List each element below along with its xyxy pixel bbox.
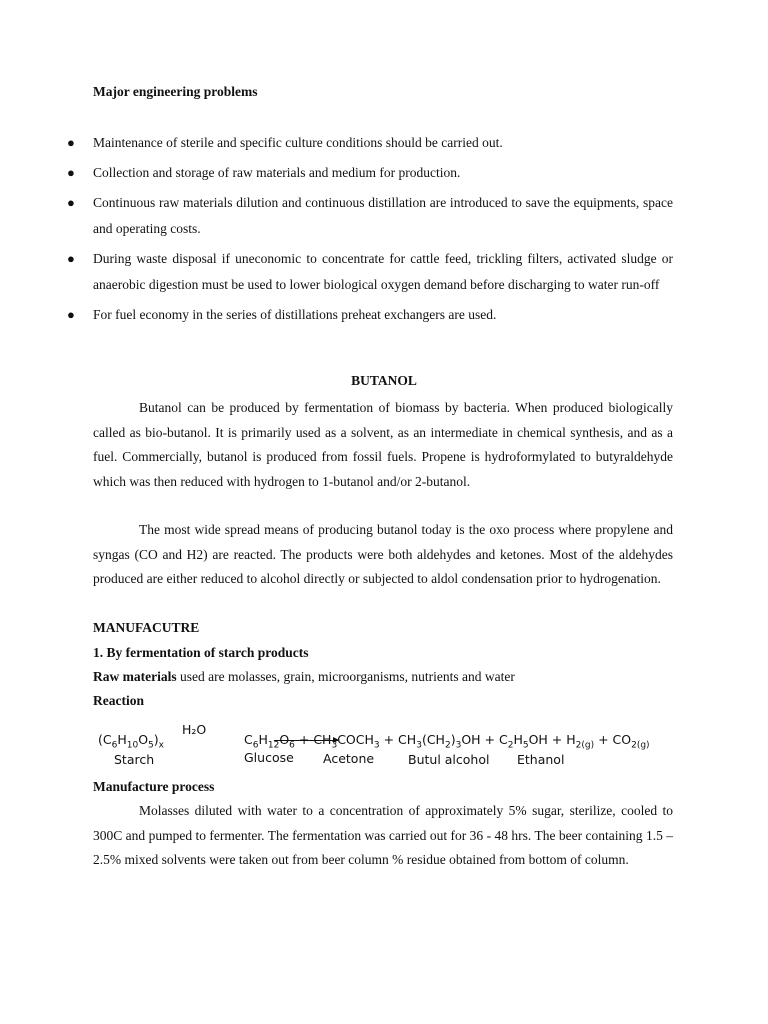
raw-materials-line — [93, 665, 515, 689]
list-item: ● For fuel economy in the series of distillations preheat exchangers are used. — [0, 302, 768, 328]
butyl-alcohol-label: Butul alcohol — [408, 752, 490, 767]
ethanol-label: Ethanol — [517, 752, 565, 767]
manufacture-heading: MANUFACUTRE — [93, 620, 200, 635]
acetone-label: Acetone — [323, 751, 375, 766]
list-item: ● During waste disposal if uneconomic to concentrate for cattle feed, trickling filters, activated sludge or anaerobic digestion must be used to lower biological oxygen demand before discharging to water run-off — [0, 246, 768, 298]
step-heading: 1. By fermentation of starch products — [93, 645, 309, 660]
starch-label: Starch — [114, 752, 155, 767]
section-heading: Major engineering problems — [93, 84, 258, 99]
bullet-icon: ● — [67, 165, 75, 180]
process-heading: Manufacture process — [93, 779, 215, 794]
bullet-icon: ● — [67, 135, 75, 150]
list-item: ● Collection and storage of raw materials and medium for production. — [0, 160, 768, 186]
bullet-icon: ● — [67, 251, 75, 266]
list-item: ● Continuous raw materials dilution and continuous distillation are introduced to save the equipments, space and operating costs. — [0, 190, 768, 242]
products-formula: $C_6H_{12}O_6$ + $CH_3COCH_3 + CH_3(CH_2)_3OH + C_2H_5OH + H_{2(g)} + CO_{2(g)}$ — [244, 732, 650, 751]
bullet-icon: ● — [67, 307, 75, 322]
raw-materials-text: used are molasses, grain, microorganisms, nutrients and water — [176, 669, 515, 684]
reaction-label: Reaction — [93, 693, 144, 708]
paragraph-oxo-process: The most wide spread means of producing butanol today is the oxo process where propylene and syngas (CO and H2) are reacted. The products were both aldehydes and ketones. Most of the aldehydes produced are either reduced to alcohol directly or subjected to aldol condensation prior to hydrogenation. — [93, 522, 673, 586]
list-item: ● Maintenance of sterile and specific culture conditions should be carried out. — [0, 130, 768, 156]
bullet-icon: ● — [67, 195, 75, 210]
butanol-title: BUTANOL — [351, 373, 417, 388]
glucose-label: Glucose — [244, 750, 294, 765]
reaction-equation — [98, 722, 678, 772]
starch-formula: $(C_6H_{10}O_5)_x$ — [98, 732, 164, 751]
problems-list — [0, 130, 768, 332]
raw-materials-label: Raw materials — [93, 669, 177, 684]
arrow-reagent: H₂O — [182, 722, 207, 737]
paragraph-intro: Butanol can be produced by fermentation of biomass by bacteria. When produced biologically called as bio-butanol. It is primarily used as a solvent, as an intermediate in chemical synthesis, and as a fuel. Commercially, butanol is produced from fossil fuels. Propene is hydroformylated to butyraldehyde which was then reduced with hydrogen to 1-butanol and/or 2-butanol. — [93, 400, 673, 489]
paragraph-process: Molasses diluted with water to a concentration of approximately 5% sugar, sterilize, cooled to 300C and pumped to fermenter. The fermentation was carried out for 36 - 48 hrs. The beer containing 1.5 – 2.5% mixed solvents were taken out from beer column % residue obtained from bottom of column. — [93, 803, 673, 867]
